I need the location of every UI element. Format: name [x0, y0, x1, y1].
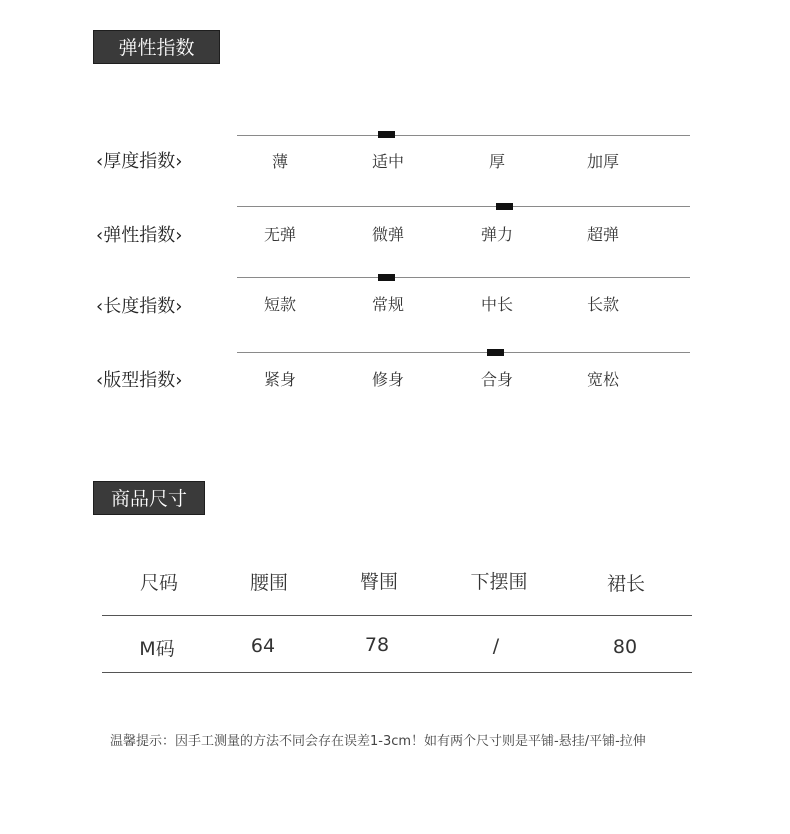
metric-option: 中长 — [480, 295, 513, 314]
metric-label: ‹版型指数› — [96, 370, 183, 391]
metric-option: 薄 — [271, 152, 288, 171]
section-title-size: 商品尺寸 — [93, 481, 205, 515]
metric-option: 修身 — [371, 370, 404, 389]
metric-option: 紧身 — [263, 370, 296, 389]
metric-row-thickness — [0, 130, 790, 180]
table-cell: M码 — [139, 638, 175, 660]
metric-row-fit — [0, 347, 790, 397]
metric-option: 适中 — [371, 152, 404, 171]
table-bottom-line — [102, 672, 692, 673]
table-cell: 78 — [364, 634, 390, 656]
metric-option: 无弹 — [263, 225, 296, 244]
metric-option: 宽松 — [586, 370, 619, 389]
table-cell: 80 — [612, 636, 638, 658]
table-divider — [102, 615, 692, 616]
measurement-note: 温馨提示：因手工测量的方法不同会存在误差1-3cm！如有两个尺寸则是平铺-悬挂/平铺-拉伸 — [110, 734, 646, 749]
metric-row-elasticity — [0, 201, 790, 251]
metric-label: ‹弹性指数› — [96, 225, 183, 246]
metric-option: 微弹 — [371, 225, 404, 244]
metric-option: 弹力 — [480, 225, 513, 244]
metric-marker — [378, 274, 395, 281]
metric-scale-line — [237, 352, 690, 353]
table-cell: 64 — [250, 635, 276, 657]
metric-option: 厚 — [488, 152, 505, 171]
metric-scale-line — [237, 135, 690, 136]
table-header-cell: 裙长 — [606, 573, 645, 595]
table-header-cell: 臀围 — [359, 571, 398, 593]
metric-label: ‹长度指数› — [96, 296, 183, 317]
metric-label: ‹厚度指数› — [96, 151, 183, 172]
section-title-elasticity: 弹性指数 — [93, 30, 220, 64]
metric-option: 长款 — [586, 295, 619, 314]
table-cell: / — [492, 635, 500, 657]
metric-option: 超弹 — [586, 225, 619, 244]
metric-option: 常规 — [371, 295, 404, 314]
metric-scale-line — [237, 277, 690, 278]
metric-scale-line — [237, 206, 690, 207]
metric-marker — [487, 349, 504, 356]
metric-option: 合身 — [480, 370, 513, 389]
table-header-cell: 腰围 — [249, 572, 288, 594]
metric-marker — [496, 203, 513, 210]
metric-option: 短款 — [263, 295, 296, 314]
table-header-cell: 尺码 — [139, 572, 178, 594]
metric-marker — [378, 131, 395, 138]
metric-row-length — [0, 272, 790, 322]
metric-option: 加厚 — [586, 152, 619, 171]
table-header-cell: 下摆围 — [470, 571, 528, 593]
